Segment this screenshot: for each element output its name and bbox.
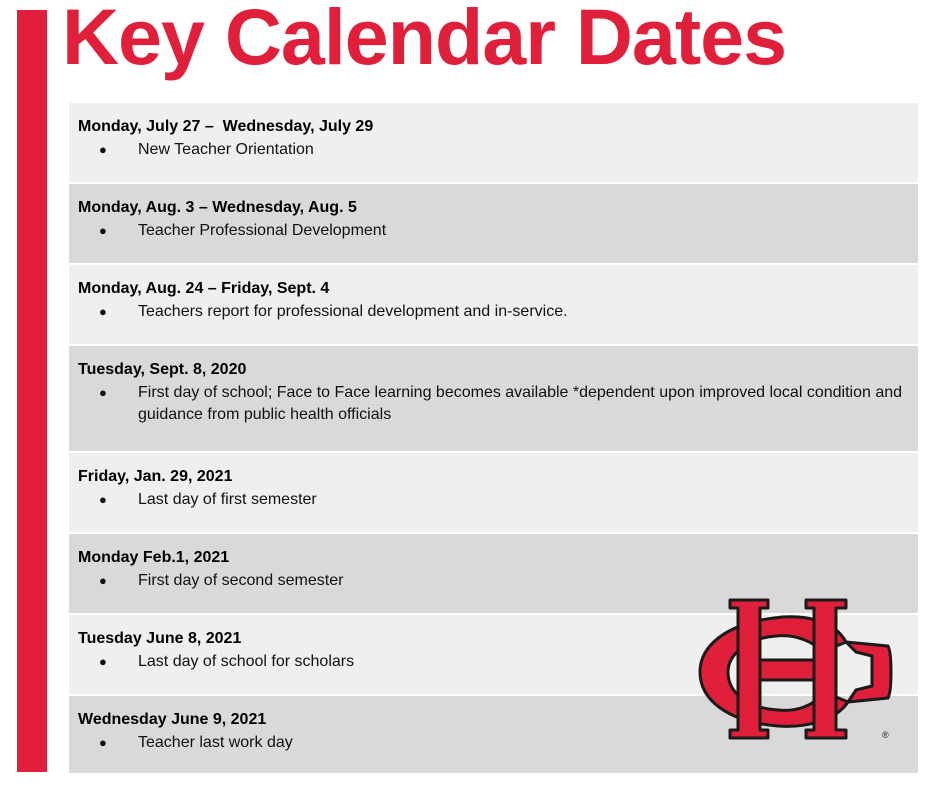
entry-item xyxy=(78,382,908,426)
bullet-icon: ● xyxy=(99,573,107,588)
bullet-icon: ● xyxy=(99,654,107,669)
bullet-icon: ● xyxy=(99,304,107,319)
calendar-entry xyxy=(69,184,918,265)
accent-side-bar xyxy=(17,10,47,772)
entry-item xyxy=(78,301,908,323)
calendar-entry xyxy=(69,453,918,534)
entry-description: Teacher Professional Development xyxy=(138,222,387,239)
hc-monogram-logo-icon xyxy=(696,594,901,744)
entry-description: First day of school; Face to Face learning becomes available *dependent upon improved local condition and guidance from public health officials xyxy=(138,384,903,423)
entry-description: New Teacher Orientation xyxy=(138,141,314,158)
calendar-entry xyxy=(69,265,918,346)
bullet-icon: ● xyxy=(99,492,107,507)
registered-mark: ® xyxy=(882,730,889,740)
entry-date: Tuesday June 8, 2021 xyxy=(78,630,242,647)
entry-item xyxy=(78,220,908,242)
bullet-icon: ● xyxy=(99,142,107,157)
entry-item xyxy=(78,139,908,161)
entry-date: Monday, Aug. 3 – Wednesday, Aug. 5 xyxy=(78,199,357,216)
page-title: Key Calendar Dates xyxy=(62,0,787,81)
bullet-icon: ● xyxy=(99,735,107,750)
entry-description: First day of second semester xyxy=(138,572,344,589)
entry-date: Monday Feb.1, 2021 xyxy=(78,549,230,566)
entry-item xyxy=(78,570,908,592)
entry-date: Tuesday, Sept. 8, 2020 xyxy=(78,361,247,378)
entry-description: Last day of first semester xyxy=(138,491,317,508)
entry-description: Last day of school for scholars xyxy=(138,653,355,670)
bullet-icon: ● xyxy=(99,223,107,238)
entry-item xyxy=(78,489,908,511)
entry-description: Teacher last work day xyxy=(138,734,293,751)
calendar-entry xyxy=(69,346,918,453)
entry-date: Wednesday June 9, 2021 xyxy=(78,711,267,728)
entry-description: Teachers report for professional development and in-service. xyxy=(138,303,568,320)
bullet-icon: ● xyxy=(99,385,107,400)
entry-date: Friday, Jan. 29, 2021 xyxy=(78,468,233,485)
entry-date: Monday, Aug. 24 – Friday, Sept. 4 xyxy=(78,280,330,297)
calendar-entry xyxy=(69,103,918,184)
entry-date: Monday, July 27 – Wednesday, July 29 xyxy=(78,118,374,135)
